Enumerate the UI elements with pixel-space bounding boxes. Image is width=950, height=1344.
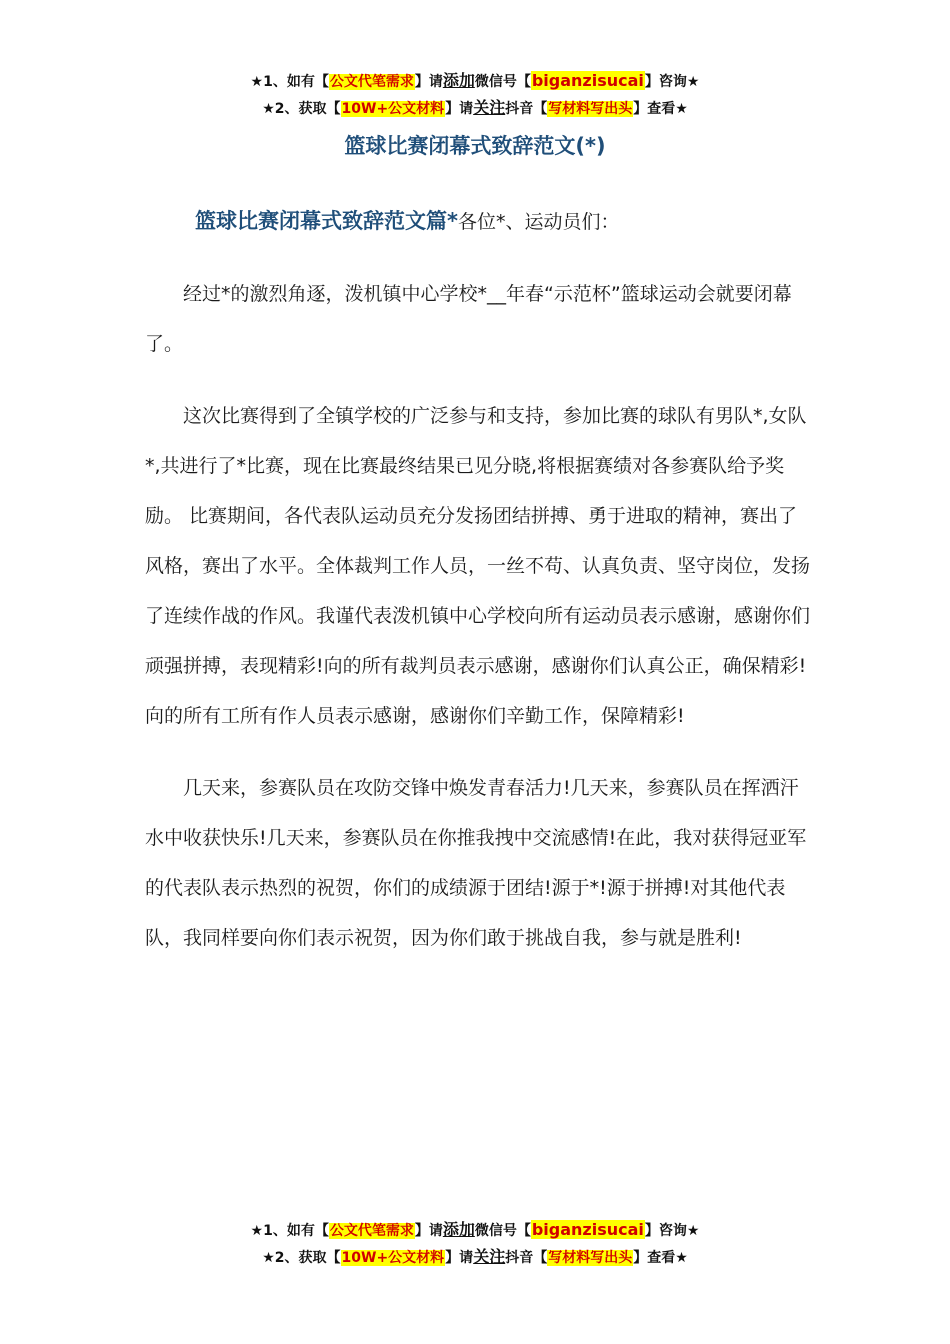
footer-line-1: ★1、如有【公文代笔需求】请添加微信号【biganzisucai】咨询★ bbox=[250, 1220, 700, 1239]
subheading-line bbox=[145, 196, 815, 247]
footer-highlight-materials: 10W+公文材料 bbox=[341, 1250, 445, 1266]
highlight-materials: 10W+公文材料 bbox=[341, 101, 445, 117]
highlight-wechat-id: biganzisucai bbox=[531, 71, 644, 90]
footer-banner bbox=[0, 1217, 950, 1271]
footer-highlight-douyin: 写材料写出头 bbox=[548, 1250, 633, 1266]
subheading: 篮球比赛闭幕式致辞范文篇* bbox=[195, 209, 458, 233]
header-banner bbox=[0, 68, 950, 122]
footer-underlined-add: 添加 bbox=[442, 1220, 475, 1239]
paragraph-2: 这次比赛得到了全镇学校的广泛参与和支持，参加比赛的球队有男队*,女队*,共进行了*比赛，现在比赛最终结果已见分晓,将根据赛绩对各参赛队给予奖励。 比赛期间，各代表队运动员充分发扬团结拼搏、勇于进取的精神，赛出了风格，赛出了水平。全体裁判工作人员，一丝不苟、认真负责、坚守岗位，发扬了连续作战的作风。我谨代表泼机镇中心学校向所有运动员表示感谢，感谢你们顽强拼搏，表现精彩!向的所有裁判员表示感谢，感谢你们认真公正，确保精彩!向的所有工所有作人员表示感谢，感谢你们辛勤工作，保障精彩! bbox=[145, 405, 811, 727]
highlight-service: 公文代笔需求 bbox=[329, 74, 414, 90]
footer-highlight-wechat-id: biganzisucai bbox=[531, 1220, 644, 1239]
highlight-douyin: 写材料写出头 bbox=[548, 101, 633, 117]
document-body bbox=[145, 196, 815, 963]
greeting: 各位*、运动员们： bbox=[457, 211, 620, 233]
paragraph-3: 几天来，参赛队员在攻防交锋中焕发青春活力!几天来，参赛队员在挥洒汗水中收获快乐!几天来，参赛队员在你推我拽中交流感情!在此，我对获得冠亚军的代表队表示热烈的祝贺，你们的成绩源于团结!源于*!源于拼搏!对其他代表队，我同样要向你们表示祝贺，因为你们敢于挑战自我，参与就是胜利! bbox=[145, 777, 807, 949]
footer-highlight-service: 公文代笔需求 bbox=[329, 1223, 414, 1239]
footer-underlined-follow: 关注 bbox=[473, 1247, 506, 1266]
underlined-follow: 关注 bbox=[473, 98, 506, 117]
banner-line-2: ★2、获取【10W+公文材料】请关注抖音【写材料写出头】查看★ bbox=[262, 98, 688, 117]
footer-line-2: ★2、获取【10W+公文材料】请关注抖音【写材料写出头】查看★ bbox=[262, 1247, 688, 1266]
banner-line-1: ★1、如有【公文代笔需求】请添加微信号【biganzisucai】咨询★ bbox=[250, 71, 700, 90]
document-title: 篮球比赛闭幕式致辞范文(*) bbox=[344, 134, 606, 158]
paragraph-1: 经过*的激烈角逐，泼机镇中心学校*__年春“示范杯”篮球运动会就要闭幕了。 bbox=[145, 283, 792, 355]
underlined-add: 添加 bbox=[442, 71, 475, 90]
